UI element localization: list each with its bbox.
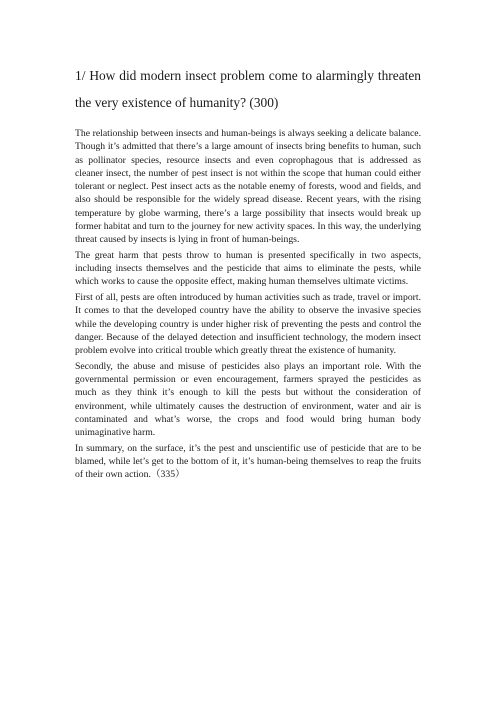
essay-paragraph: Secondly, the abuse and misuse of pesticides also plays an important role. With the governmental permission or even encouragement, farmers sprayed the pesticides as much as they think it’s enough to kill the pests but without the consideration of environment, while ultimately causes the destruction of environment, water and air is contaminated and what’s worse, the crops and food would bring human body unimaginative harm. [75, 360, 421, 439]
essay-paragraph: In summary, on the surface, it’s the pest and unscientific use of pesticide that are to be blamed, while let’s get to the bottom of it, it’s human-being themselves to reap the fruits of their own action.（335） [75, 442, 421, 481]
essay-paragraph: The relationship between insects and human-beings is always seeking a delicate balance. Though it’s admitted that there’s a large amount of insects bring benefits to human, such as pollinator species, resource insects and even coprophagous that is addressed as cleaner insect, the number of pest insect is not within the scope that human could either tolerant or neglect. Pest insect acts as the notable enemy of forests, wood and fields, and also should be responsible for the widely spread disease. Recent years, with the rising temperature by globe warming, there’s a large possibility that insects would break up former habitat and turn to the journey for new activity spaces. In this way, the underlying threat caused by insects is lying in front of human-beings. [75, 128, 421, 246]
question-title: 1/ How did modern insect problem come to alarmingly threaten the very existence of humanity? (300) [75, 68, 421, 110]
essay-paragraph: First of all, pests are often introduced by human activities such as trade, travel or import. It comes to that the developed country have the ability to observe the invasive species while the developing country is under higher risk of preventing the pests and control the danger. Because of the delayed detection and insufficient technology, the modern insect problem evolve into critical trouble which greatly threat the existence of humanity. [75, 291, 421, 357]
essay-body [75, 127, 421, 484]
essay-paragraph: The great harm that pests throw to human is presented specifically in two aspects, including insects themselves and the pesticide that aims to eliminate the pests, while which works to cause the opposite effect, making human themselves ultimate victims. [75, 249, 421, 288]
